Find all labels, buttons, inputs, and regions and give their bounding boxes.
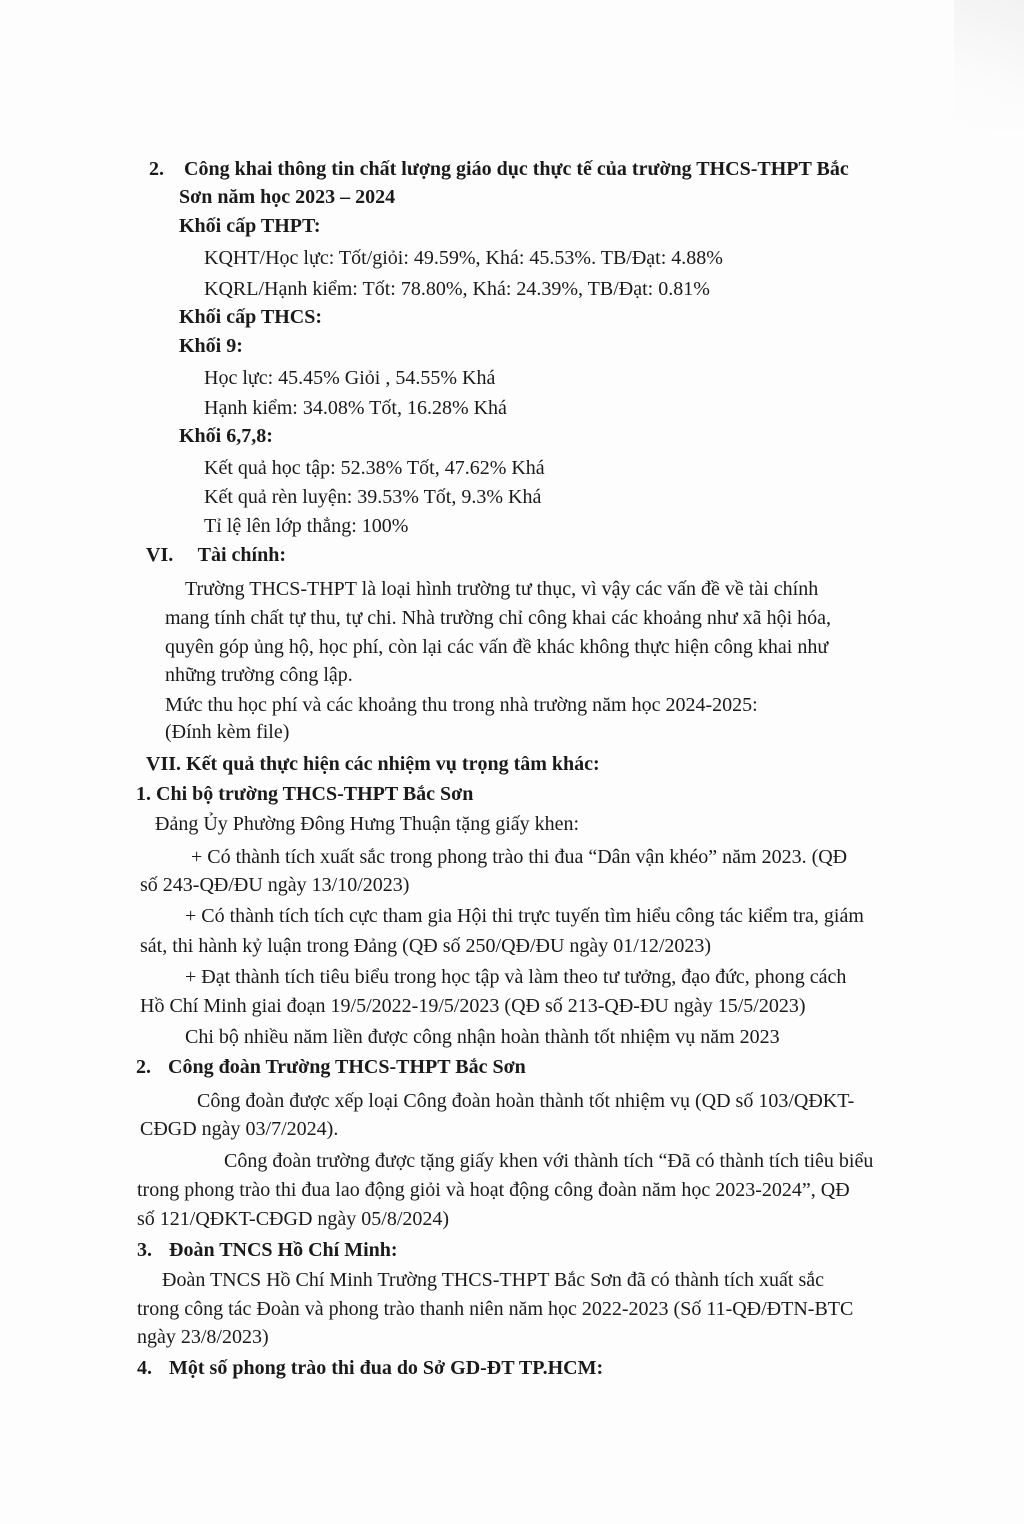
section-6-number: VI. — [146, 544, 174, 566]
khoi-678-heading: Khối 6,7,8: — [179, 425, 273, 447]
khoi-9-hoc-luc: Học lực: 45.45% Giỏi , 54.55% Khá — [204, 367, 496, 389]
item-1-b-line1: + Có thành tích tích cực tham gia Hội thi trực tuyến tìm hiểu công tác kiểm tra, giám — [185, 905, 864, 927]
item-2-a-line1: Công đoàn được xếp loại Công đoàn hoàn thành tốt nhiệm vụ (QD số 103/QĐKT- — [197, 1090, 855, 1112]
item-3-line2: trong công tác Đoàn và phong trào thanh niên năm học 2022-2023 (Số 11-QĐ/ĐTN-BTC — [137, 1298, 854, 1320]
item-1-c-line2: Hồ Chí Minh giai đoạn 19/5/2022-19/5/2023 (QĐ số 213-QĐ-ĐU ngày 15/5/2023) — [140, 995, 806, 1017]
finance-para-line3: quyên góp ủng hộ, học phí, còn lại các vấn đề khác không thực hiện công khai như — [165, 636, 829, 658]
item-2-heading — [136, 1054, 526, 1080]
khoi-9-heading: Khối 9: — [179, 335, 243, 357]
item-2-b-line3: số 121/QĐKT-CĐGD ngày 05/8/2024) — [137, 1208, 450, 1230]
page-corner-shadow — [954, 0, 1024, 130]
item-2-a-line2: CĐGD ngày 03/7/2024). — [140, 1118, 339, 1140]
item-3-title: Đoàn TNCS Hồ Chí Minh: — [169, 1239, 398, 1261]
khoi-678-hoc-tap: Kết quả học tập: 52.38% Tốt, 47.62% Khá — [204, 457, 545, 479]
item-3-line1: Đoàn TNCS Hồ Chí Minh Trường THCS-THPT Bắc Sơn đã có thành tích xuất sắc — [162, 1269, 824, 1291]
item-2-title: Công đoàn Trường THCS-THPT Bắc Sơn — [168, 1056, 526, 1078]
thcs-heading: Khối cấp THCS: — [179, 306, 322, 328]
section-2-heading-line1: Công khai thông tin chất lượng giáo dục thực tế của trường THCS-THPT Bắc — [184, 158, 849, 180]
section-7-heading: VII. Kết quả thực hiện các nhiệm vụ trọng tâm khác: — [146, 753, 600, 775]
thpt-heading: Khối cấp THPT: — [179, 215, 321, 237]
item-3-number: 3. — [137, 1239, 152, 1261]
section-2-number: 2. — [149, 158, 164, 180]
item-1-a-line1: + Có thành tích xuất sắc trong phong trào thi đua “Dân vận khéo” năm 2023. (QĐ — [191, 846, 848, 868]
item-1-intro: Đảng Ủy Phường Đông Hưng Thuận tặng giấy khen: — [155, 813, 580, 835]
item-4-number: 4. — [137, 1357, 152, 1379]
item-1-a-line2: số 243-QĐ/ĐU ngày 13/10/2023) — [140, 874, 410, 896]
item-2-number: 2. — [136, 1056, 151, 1078]
thpt-kqrl: KQRL/Hạnh kiểm: Tốt: 78.80%, Khá: 24.39%, TB/Đạt: 0.81% — [204, 278, 710, 300]
item-2-b-line2: trong phong trào thi đua lao động giỏi và hoạt động công đoàn năm học 2023-2024”, QĐ — [137, 1179, 850, 1201]
section-6-title: Tài chính: — [197, 544, 286, 566]
thpt-kqht: KQHT/Học lực: Tốt/giỏi: 49.59%, Khá: 45.53%. TB/Đạt: 4.88% — [204, 247, 723, 269]
item-2-b-line1: Công đoàn trường được tặng giấy khen với thành tích “Đã có thành tích tiêu biểu — [224, 1150, 874, 1172]
section-2-heading-line2: Sơn năm học 2023 – 2024 — [179, 186, 396, 208]
khoi-678-len-lop: Tỉ lệ lên lớp thẳng: 100% — [204, 515, 409, 537]
attachment-note: (Đính kèm file) — [165, 721, 290, 743]
item-4-heading — [137, 1355, 603, 1381]
section-6-heading — [146, 542, 286, 568]
item-1-c-line1: + Đạt thành tích tiêu biểu trong học tập và làm theo tư tưởng, đạo đức, phong cách — [185, 966, 847, 988]
item-1-b-line2: sát, thi hành kỷ luận trong Đảng (QĐ số 250/QĐ/ĐU ngày 01/12/2023) — [140, 935, 712, 957]
item-1-d: Chi bộ nhiều năm liền được công nhận hoàn thành tốt nhiệm vụ năm 2023 — [185, 1026, 780, 1048]
finance-para-line4: những trường công lập. — [165, 664, 353, 686]
khoi-9-hanh-kiem: Hạnh kiểm: 34.08% Tốt, 16.28% Khá — [204, 397, 507, 419]
item-1-heading: 1. Chi bộ trường THCS-THPT Bắc Sơn — [136, 783, 474, 805]
item-4-title: Một số phong trào thi đua do Sở GD-ĐT TP.HCM: — [169, 1357, 604, 1379]
tuition-line: Mức thu học phí và các khoảng thu trong nhà trường năm học 2024-2025: — [165, 694, 758, 716]
item-3-line3: ngày 23/8/2023) — [137, 1326, 269, 1348]
section-2-heading — [149, 156, 849, 182]
finance-para-line2: mang tính chất tự thu, tự chi. Nhà trường chỉ công khai các khoảng như xã hội hóa, — [165, 607, 831, 629]
item-3-heading — [137, 1237, 398, 1263]
khoi-678-ren-luyen: Kết quả rèn luyện: 39.53% Tốt, 9.3% Khá — [204, 486, 542, 508]
finance-para-line1: Trường THCS-THPT là loại hình trường tư thục, vì vậy các vấn đề về tài chính — [185, 578, 819, 600]
